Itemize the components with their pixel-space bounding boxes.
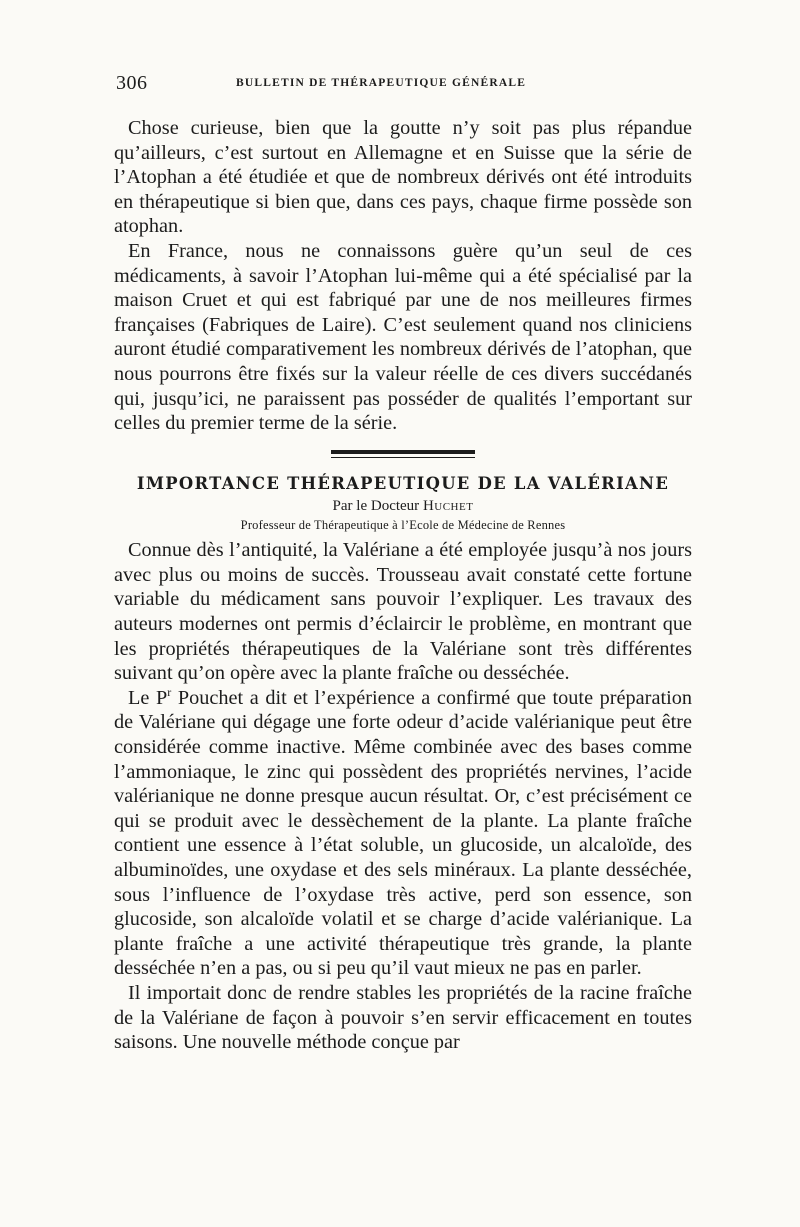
page-number: 306	[116, 72, 148, 94]
paragraph-atophan-1: Chose curieuse, bien que la goutte n’y soit pas plus répandue qu’ailleurs, c’est surtout en Allemagne et en Suisse que la série de l’Atophan a été étudiée et que de nombreux dérivés ont été introduits en thérapeutique si bien que, dans ces pays, chaque firme possède son atophan.	[114, 117, 692, 238]
page-header	[116, 72, 690, 96]
paragraph-valeriane-3: Il importait donc de rendre stables les propriétés de la racine fraîche de la Valériane de façon à pouvoir s’en servir efficacement en toutes saisons. Une nouvelle méthode conçue par	[114, 981, 692, 1054]
page-body	[114, 116, 692, 1055]
byline-prefix: Par le Docteur	[332, 498, 423, 515]
title-abbreviation-superscript: r	[167, 685, 172, 700]
paragraph-valeriane-2	[114, 686, 692, 981]
article-title: IMPORTANCE THÉRAPEUTIQUE DE LA VALÉRIANE	[136, 474, 670, 494]
byline	[114, 498, 692, 515]
separator-thick-rule	[331, 450, 475, 454]
separator-thin-rule	[331, 457, 475, 459]
running-title: BULLETIN DE THÉRAPEUTIQUE GÉNÉRALE	[236, 77, 527, 89]
paragraph-valeriane-1: Connue dès l’antiquité, la Valériane a été employée jusqu’à nos jours avec plus ou moins de succès. Trousseau avait constaté cette fortune variable du médicament sans pouvoir l’expliquer. Les travaux des auteurs modernes ont permis d’éclaircir le problème, en montrant que les propriétés thérapeutiques de la Valériane sont très différentes suivant qu’on opère avec la plante fraîche ou desséchée.	[114, 539, 692, 685]
author-affiliation: Professeur de Thérapeutique à l’Ecole de Médecine de Rennes	[240, 518, 566, 533]
section-separator	[331, 450, 475, 459]
paragraph-atophan-2: En France, nous ne connaissons guère qu’un seul de ces médicaments, à savoir l’Atophan lui-même qui a été spécialisé par la maison Cruet et qui est fabriqué par une de nos meilleures firmes françaises (Fabriques de Laire). C’est seulement quand nos cliniciens auront étudié comparativement les nombreux dérivés de l’atophan, que nous pourrons être fixés sur la valeur réelle de ces divers succédanés qui, jusqu’ici, ne paraissent pas posséder de qualités l’emportant sur celles du premier terme de la série.	[114, 239, 692, 435]
paragraph-valeriane-2-prefix: Le P	[128, 686, 168, 709]
paragraph-valeriane-2-text: Pouchet a dit et l’expérience a confirmé que toute préparation de Valériane qui dégage une forte odeur d’acide valérianique peut être considérée comme inactive. Même combinée avec des bases comme l’ammoniaque, le zinc qui possèdent des propriétés nervines, l’acide valérianique ne donne presque aucun résultat. Or, c’est précisément ce qui se produit avec le dessèchement de la plante. La plante fraîche contient une essence à l’état soluble, un glucoside, un alcaloïde, des albuminoïdes, une oxydase et des sels minéraux. La plante desséchée, sous l’influence de l’oxydase très active, perd son essence, son glucoside, son alcaloïde volatil et se charge d’acide valérianique. La plante fraîche a une activité thérapeutique très grande, la plante desséchée n’en a pas, ou si peu qu’il vaut mieux ne pas en parler.	[114, 686, 692, 980]
author-name: Huchet	[422, 498, 474, 515]
